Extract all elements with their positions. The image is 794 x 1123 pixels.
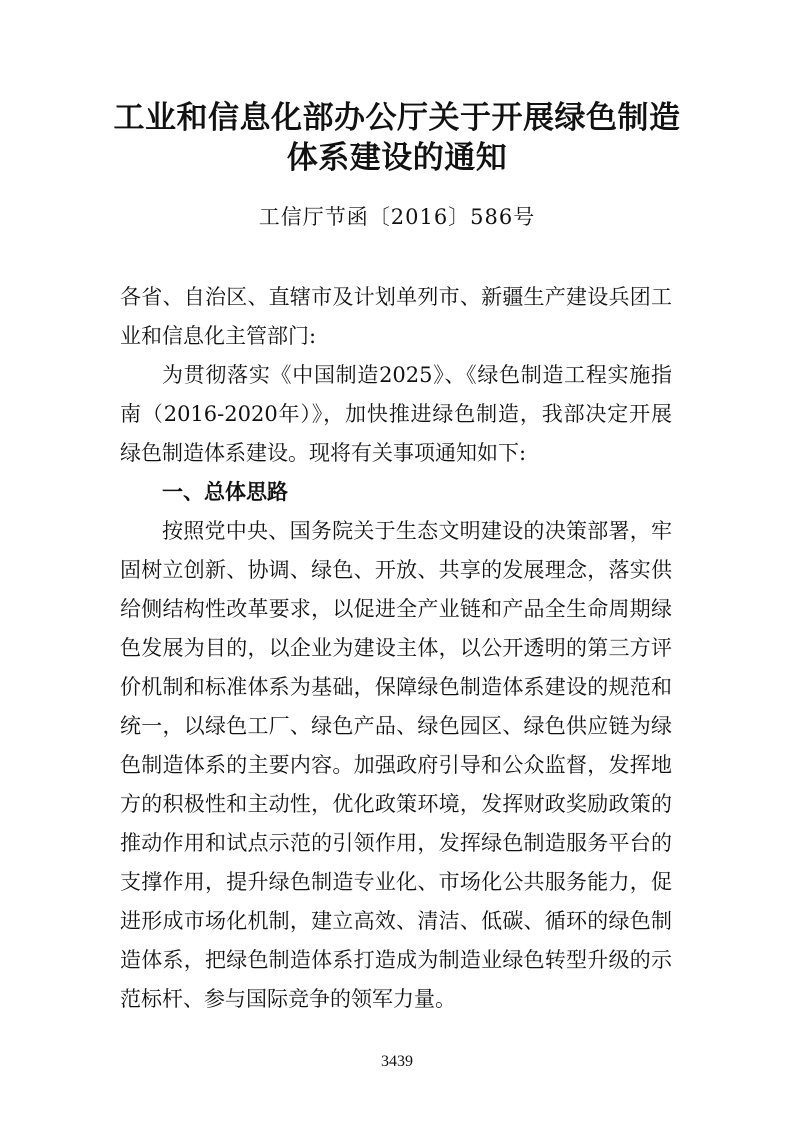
body-line: 给侧结构性改革要求，以促进全产业链和产品全生命周期绿 [120, 597, 672, 621]
salutation-line: 业和信息化主管部门: [120, 324, 317, 348]
page-number: 3439 [381, 1053, 413, 1070]
section-heading: 一、总体思路 [162, 480, 288, 504]
intro-line: 绿色制造体系建设。现将有关事项通知如下: [120, 441, 527, 465]
body-line: 统一，以绿色工厂、绿色产品、绿色园区、绿色供应链为绿 [120, 714, 672, 738]
intro-line: 南（2016-2020年）》，加快推进绿色制造，我部决定开展 [120, 402, 672, 426]
body-line: 支撑作用，提升绿色制造专业化、市场化公共服务能力，促 [120, 870, 672, 894]
body-line: 方的积极性和主动性，优化政策环境，发挥财政奖励政策的 [120, 792, 672, 816]
body-line: 范标杆、参与国际竞争的领军力量。 [120, 987, 456, 1011]
body-line: 按照党中央、国务院关于生态文明建设的决策部署，牢 [162, 519, 672, 543]
salutation-line: 各省、自治区、直辖市及计划单列市、新疆生产建设兵团工 [120, 285, 672, 309]
document-title-line-1: 工业和信息化部办公厅关于开展绿色制造 [113, 100, 681, 136]
body-line: 造体系，把绿色制造体系打造成为制造业绿色转型升级的示 [120, 948, 672, 972]
intro-line: 为贯彻落实《中国制造2025》、《绿色制造工程实施指 [162, 363, 672, 387]
body-line: 推动作用和试点示范的引领作用，发挥绿色制造服务平台的 [120, 831, 672, 855]
body-line: 固树立创新、协调、绿色、开放、共享的发展理念，落实供 [120, 558, 672, 582]
body-line: 价机制和标准体系为基础，保障绿色制造体系建设的规范和 [120, 675, 672, 699]
body-line: 进形成市场化机制，建立高效、清洁、低碳、循环的绿色制 [120, 909, 672, 933]
body-line: 色发展为目的，以企业为建设主体，以公开透明的第三方评 [120, 636, 672, 660]
document-title-line-2: 体系建设的通知 [286, 140, 508, 176]
document-number: 工信厅节函〔2016〕586号 [258, 205, 536, 229]
body-line: 色制造体系的主要内容。加强政府引导和公众监督，发挥地 [120, 753, 672, 777]
